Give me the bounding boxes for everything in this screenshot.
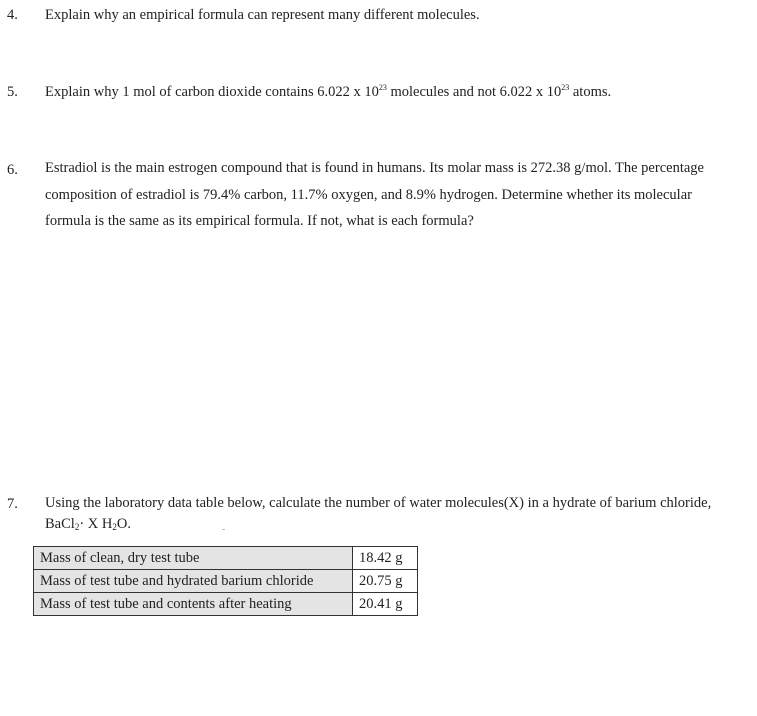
question-5-exponent-1: 23 <box>378 83 387 92</box>
table-row <box>34 547 418 570</box>
question-7-subscript-1: 2 <box>74 522 80 532</box>
table-cell-label: Mass of clean, dry test tube <box>34 547 353 570</box>
question-7-text-part-2: · X H <box>79 516 113 532</box>
table-cell-value: 18.42 g <box>353 547 418 570</box>
question-7-text-part-1: Using the laboratory data table below, calculate the number of water molecules(X) in a hydrate of barium chloride, BaCl <box>45 495 712 532</box>
table-cell-label: Mass of test tube and hydrated barium chloride <box>34 570 353 593</box>
table-cell-label: Mass of test tube and contents after heating <box>34 593 353 616</box>
question-5-text-part-1: Explain why 1 mol of carbon dioxide contains 6.022 x 10 <box>45 84 379 100</box>
question-6-text: Estradiol is the main estrogen compound that is found in humans. Its molar mass is 272.38 g/mol. The percentage composition of estradiol is 79.4% carbon, 11.7% oxygen, and 8.9% hydrogen. Determine whether its molecular formula is the same as its empirical formula. If not, what is each formula? <box>45 160 704 229</box>
question-6-number: 6. <box>7 162 18 178</box>
question-7-text <box>45 493 735 535</box>
question-5-text-part-2: molecules and not 6.022 x 10 <box>386 84 562 100</box>
table-row <box>34 570 418 593</box>
question-5-number: 5. <box>7 84 18 100</box>
table-row <box>34 593 418 616</box>
table-cell-value: 20.75 g <box>353 570 418 593</box>
question-4-number: 4. <box>7 7 18 23</box>
question-4-text: Explain why an empirical formula can represent many different molecules. <box>45 7 480 23</box>
question-7-subscript-2: 2 <box>112 522 117 532</box>
question-5-text-part-3: atoms. <box>569 84 612 100</box>
question-7-number: 7. <box>7 496 18 512</box>
question-7-text-part-3: O. <box>116 516 131 532</box>
stray-mark <box>222 529 225 530</box>
table-cell-value: 20.41 g <box>353 593 418 616</box>
question-5-exponent-2: 23 <box>561 83 570 92</box>
question-5-text <box>45 83 735 101</box>
lab-data-table <box>33 546 418 616</box>
